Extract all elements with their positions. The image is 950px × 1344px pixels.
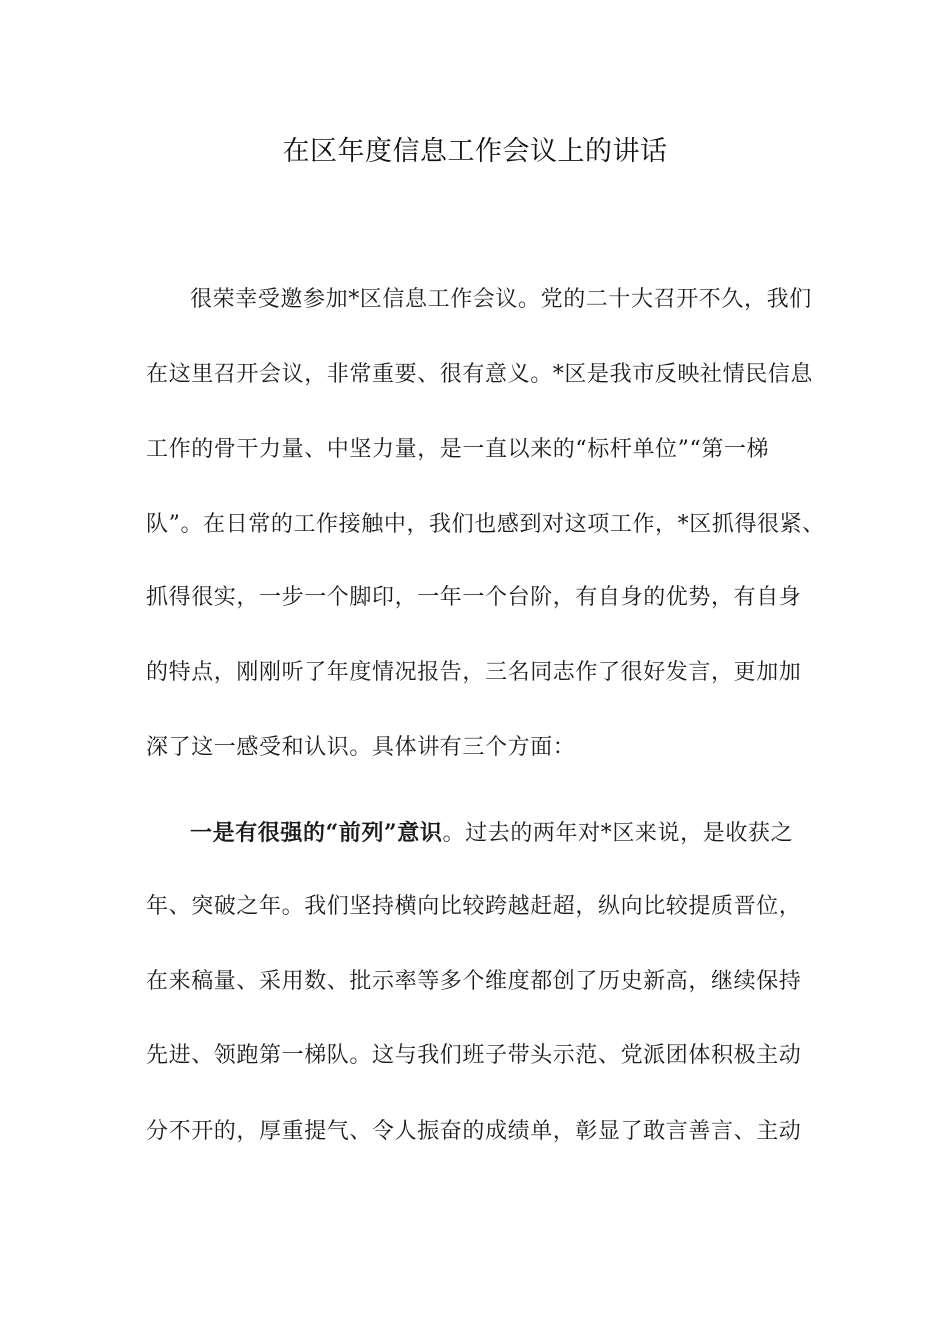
paragraph-2-line-1-text: 。过去的两年对*区来说，是收获之 [442, 821, 794, 846]
paragraph-1-line-7: 深了这一感受和认识。具体讲有三个方面： [146, 735, 576, 760]
paragraph-1-line-2: 在这里召开会议，非常重要、很有意义。*区是我市反映社情民信息 [146, 362, 814, 387]
document-title: 在区年度信息工作会议上的讲话 [282, 136, 668, 167]
paragraph-2-line-4: 先进、领跑第一梯队。这与我们班子带头示范、党派团体积极主动 [146, 1043, 802, 1068]
paragraph-2-line-5: 分不开的，厚重提气、令人振奋的成绩单，彰显了敢言善言、主动 [146, 1119, 802, 1144]
paragraph-2-line-3: 在来稿量、采用数、批示率等多个维度都创了历史新高，继续保持 [146, 969, 802, 994]
paragraph-1-line-5: 抓得很实，一步一个脚印，一年一个台阶，有自身的优势，有自身 [146, 585, 802, 610]
paragraph-2-line-2: 年、突破之年。我们坚持横向比较跨越赶超，纵向比较提质晋位， [146, 894, 802, 919]
paragraph-1-line-3: 工作的骨干力量、中坚力量，是一直以来的“标杆单位”“第一梯 [146, 437, 770, 462]
paragraph-1-line-1: 很荣幸受邀参加*区信息工作会议。党的二十大召开不久，我们 [190, 287, 812, 312]
paragraph-1-line-4: 队”。在日常的工作接触中，我们也感到对这项工作，*区抓得很紧、 [146, 512, 825, 537]
paragraph-1-line-6: 的特点，刚刚听了年度情况报告，三名同志作了很好发言，更加加 [146, 660, 802, 685]
paragraph-2-heading: 一是有很强的“前列”意识 [190, 820, 443, 846]
paragraph-2-line-1 [190, 817, 870, 850]
